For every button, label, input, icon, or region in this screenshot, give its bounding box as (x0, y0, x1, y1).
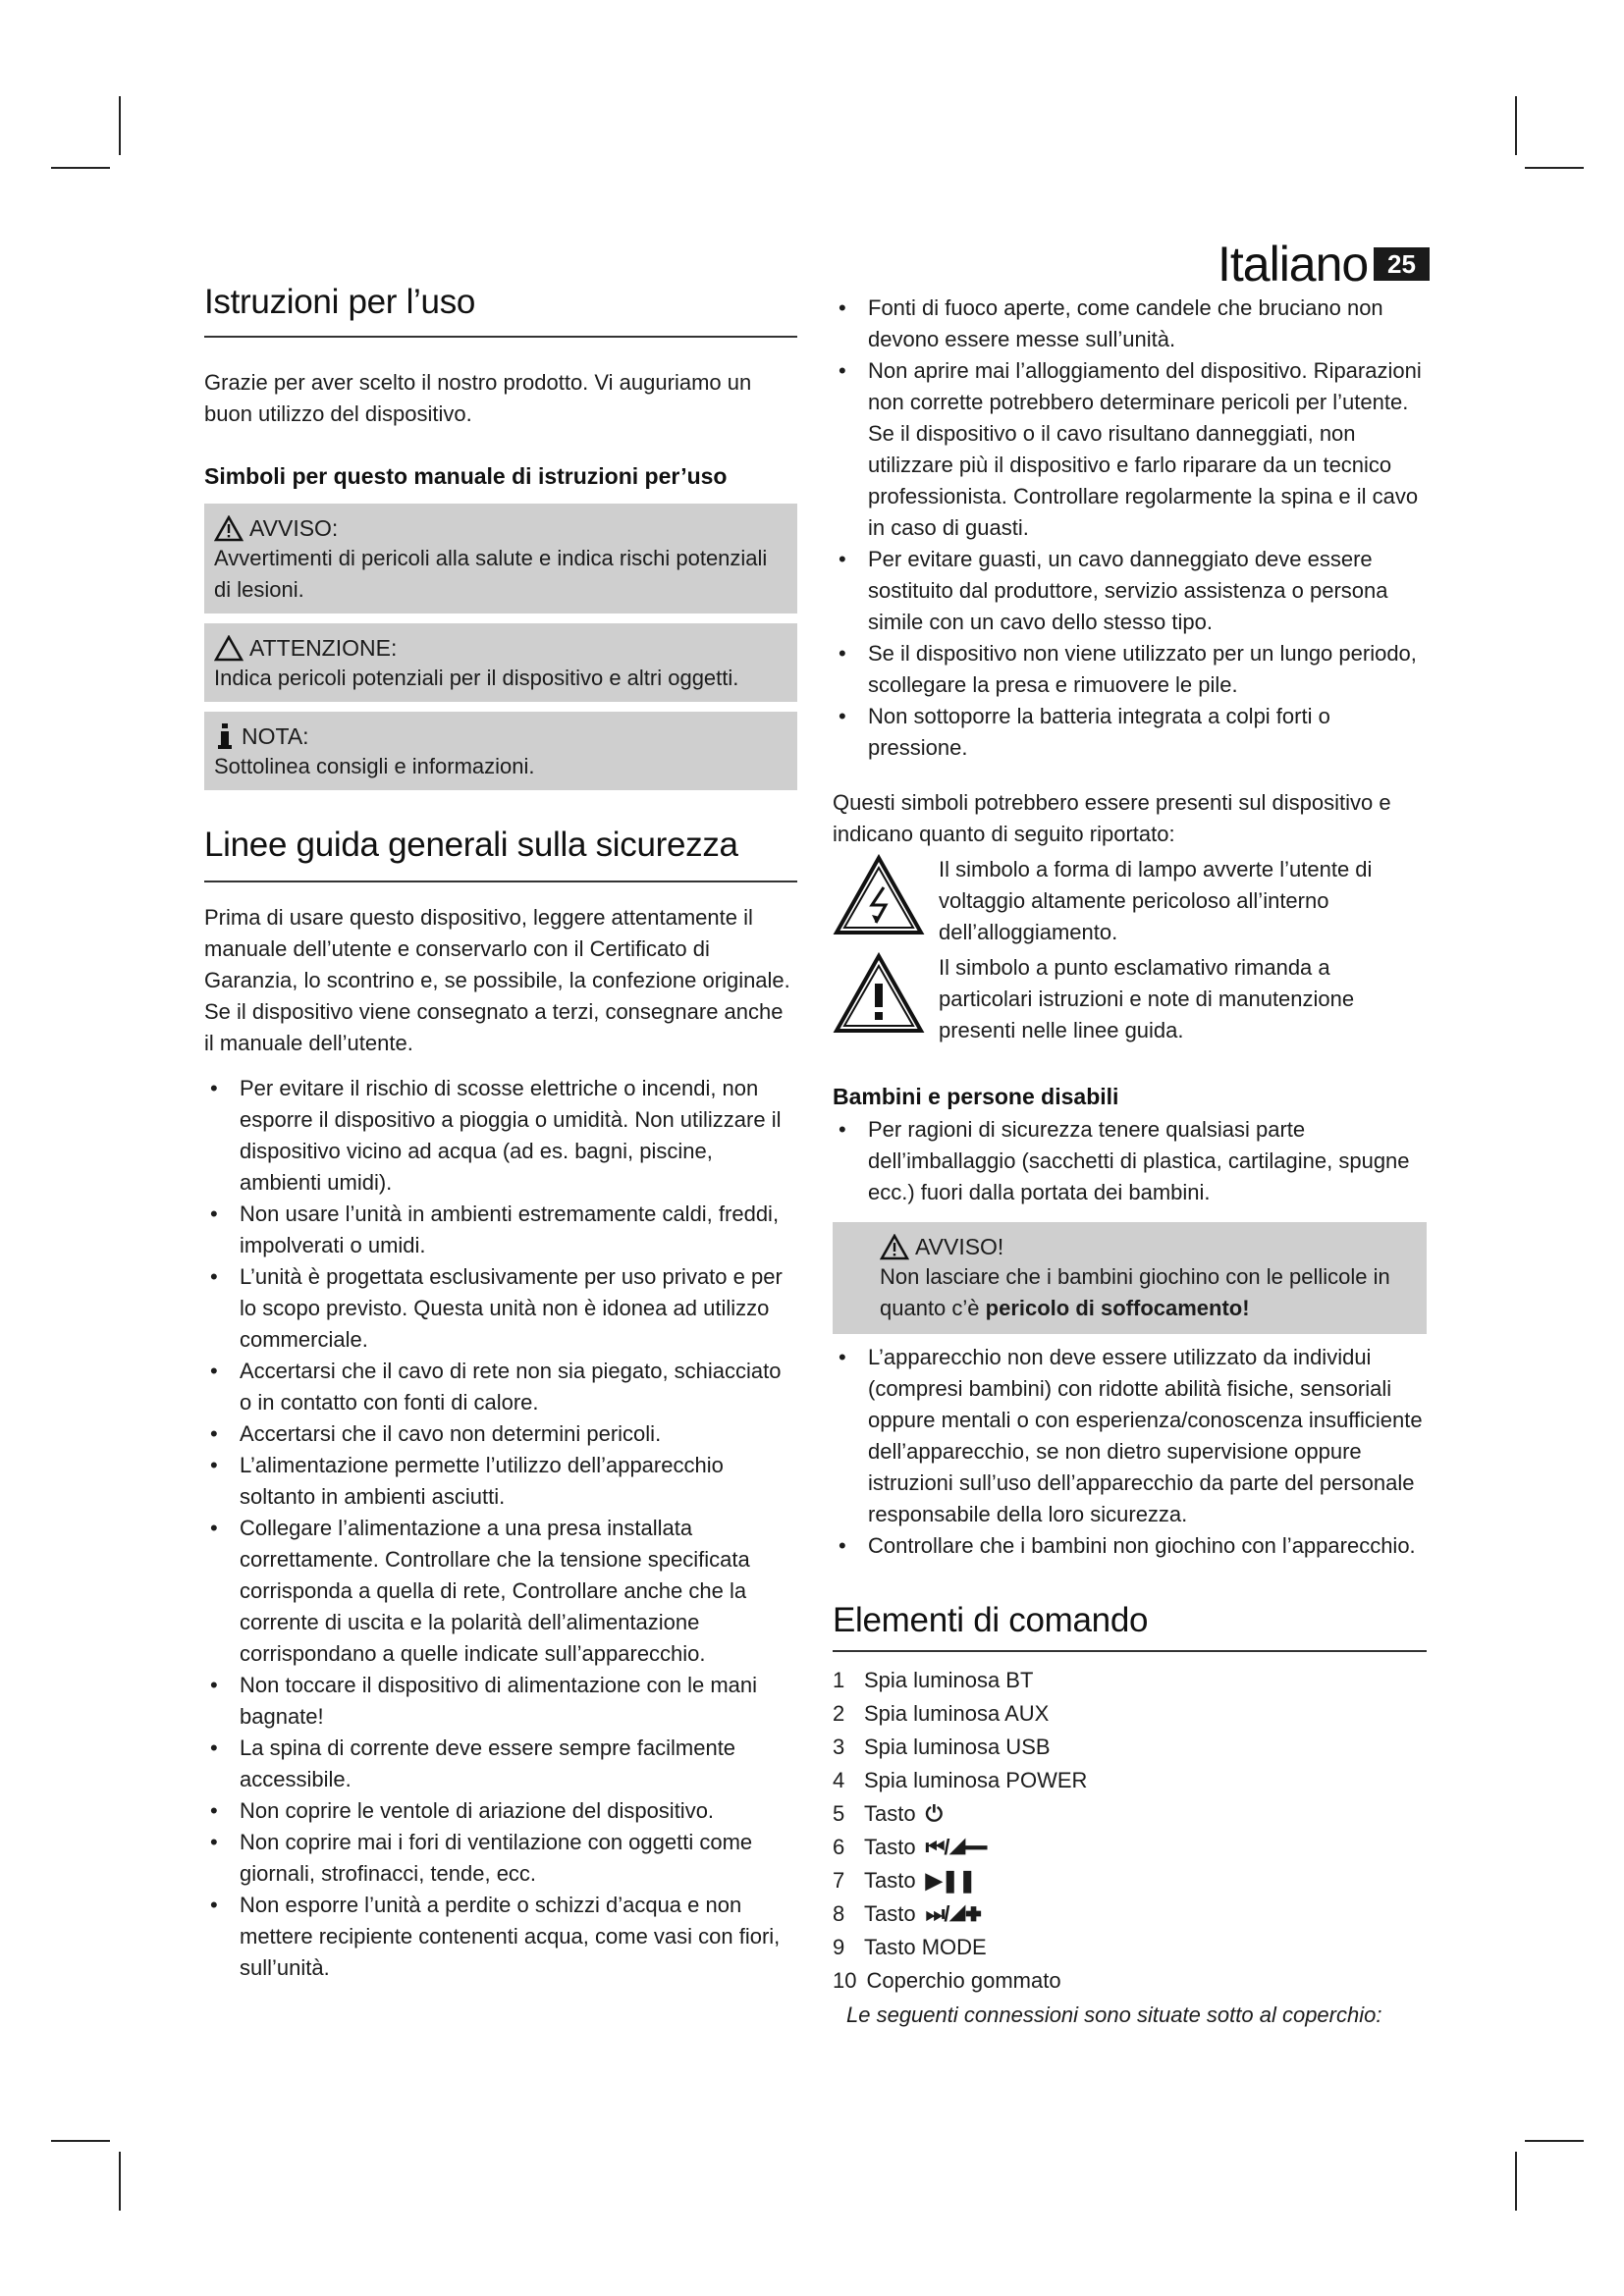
play-pause-icon: ▶❚❚ (925, 1868, 976, 1893)
list-item: • Fonti di fuoco aperte, come candele che bruciano non devono essere messe sull’unità. (833, 293, 1427, 355)
control-item: 7 Tasto ▶❚❚ (833, 1864, 1427, 1897)
left-column (204, 283, 797, 1984)
notice-text: Avvertimenti di pericoli alla salute e indica rischi potenziali di lesioni. (214, 546, 768, 602)
list-item: • L’alimentazione permette l’utilizzo dell’apparecchio soltanto in ambienti asciutti. (204, 1450, 797, 1513)
crop-mark (1525, 2140, 1584, 2142)
notice-title: AVVISO! (915, 1234, 1004, 1259)
list-item: • Non aprire mai l’alloggiamento del dispositivo. Riparazioni non corrette potrebbero determinare pericoli per l’utente. Se il dispositivo o il cavo risultano danneggiati, non utilizzare più il dispositivo e farlo riparare da un tecnico professionista. Controllare regolarmente la spina e il cavo in caso di guasti. (833, 355, 1427, 544)
notice-text: Sottolinea consigli e informazioni. (214, 754, 535, 778)
notice-title: ATTENZIONE: (249, 635, 398, 661)
crop-mark (51, 167, 110, 169)
crop-mark (119, 96, 121, 155)
power-icon: ⏻ (925, 1801, 942, 1826)
list-item: • La spina di corrente deve essere sempre facilmente accessibile. (204, 1733, 797, 1795)
controls-list (833, 1664, 1427, 1998)
control-item: 8 Tasto ⏭/◢✚ (833, 1897, 1427, 1931)
control-item: 9 Tasto MODE (833, 1935, 987, 1959)
crop-mark (51, 2140, 110, 2142)
intro-paragraph: Grazie per aver scelto il nostro prodotto. Vi auguriamo un buon utilizzo del dispositivo. (204, 370, 752, 426)
lightning-symbol-text: Il simbolo a forma di lampo avverte l’utente di voltaggio altamente pericoloso all’interno dell’alloggiamento. (939, 857, 1373, 944)
next-volume-up-icon: ⏭/◢✚ (925, 1901, 981, 1926)
list-item: • Accertarsi che il cavo non determini pericoli. (204, 1418, 797, 1450)
list-item: • Non usare l’unità in ambienti estremamente caldi, freddi, impolverati o umidi. (204, 1199, 797, 1261)
control-item: 6 Tasto ⏮/◢━ (833, 1831, 1427, 1864)
list-item: • L’unità è progettata esclusivamente per uso privato e per lo scopo previsto. Questa unità non è idonea ad utilizzo commerciale. (204, 1261, 797, 1356)
kids-bullets (833, 1114, 1427, 1208)
control-item: 3 Spia luminosa USB (833, 1735, 1051, 1759)
notice-avviso (204, 504, 797, 614)
list-item: • Per evitare guasti, un cavo danneggiato deve essere sostituito dal produttore, servizio assistenza o persona simile con un cavo dello stesso tipo. (833, 544, 1427, 638)
exclamation-warning-icon (833, 952, 925, 1035)
safety-bullets-continued (833, 293, 1427, 764)
symbols-intro: Questi simboli potrebbero essere presenti sul dispositivo e indicano quanto di seguito riportato: (833, 790, 1391, 846)
control-item: 5 Tasto ⏻ (833, 1797, 1427, 1831)
control-item: 2 Spia luminosa AUX (833, 1701, 1050, 1726)
crop-mark (119, 2152, 121, 2211)
language-header: Italiano (1218, 237, 1369, 292)
notice-nota (204, 712, 797, 790)
notice-text: Non lasciare che i bambini giochino con le pellicole in quanto c’è pericolo di soffocamento! (880, 1264, 1390, 1320)
notice-title: NOTA: (242, 723, 309, 749)
notice-text: Indica pericoli potenziali per il dispositivo e altri oggetti. (214, 666, 739, 690)
connections-note: Le seguenti connessioni sono situate sotto al coperchio: (846, 2002, 1382, 2027)
list-item: • Non esporre l’unità a perdite o schizzi d’acqua e non mettere recipiente contenenti acqua, come vasi con fiori, sull’unità. (204, 1890, 797, 1984)
safety-section (204, 826, 797, 1984)
safety-bullets (204, 1073, 797, 1984)
lightning-warning-icon (833, 854, 925, 936)
kids-heading: Bambini e persone disabili (833, 1084, 1119, 1109)
exclaim-symbol-text: Il simbolo a punto esclamativo rimanda a particolari istruzioni e note di manutenzione presenti nelle linee guida. (939, 955, 1355, 1042)
crop-mark (1515, 96, 1517, 155)
list-item: • Non coprire mai i fori di ventilazione con oggetti come giornali, strofinacci, tende, ecc. (204, 1827, 797, 1890)
notice-title: AVVISO: (249, 515, 339, 541)
caution-triangle-icon (214, 635, 244, 662)
list-item: • Accertarsi che il cavo di rete non sia piegato, schiacciato o in contatto con fonti di calore. (204, 1356, 797, 1418)
list-item: • Collegare l’alimentazione a una presa installata correttamente. Controllare che la tensione specificata corrisponda a quella di rete, Controllare anche che la corrente di uscita e la polarità dell’alimentazione corrispondano a quelle indicate sull’apparecchio. (204, 1513, 797, 1670)
warning-triangle-icon (214, 515, 244, 542)
kids-bullets-2 (833, 1342, 1427, 1562)
warning-triangle-icon (880, 1234, 909, 1260)
exclaim-symbol-row (833, 952, 1427, 1046)
list-item: • L’apparecchio non deve essere utilizzato da individui (compresi bambini) con ridotte abilità fisiche, sensoriali oppure mentali o con esperienza/conoscenza insufficiente dell’apparecchio, se non dietro supervisione oppure istruzioni sull’uso dell’apparecchio da parte del personale responsabile della loro sicurezza. (833, 1342, 1427, 1530)
notice-emphasis: pericolo di soffocamento! (985, 1296, 1250, 1320)
list-item: • Non sottoporre la batteria integrata a colpi forti o pressione. (833, 701, 1427, 764)
notice-kids-avviso (833, 1222, 1427, 1334)
list-item: • Non coprire le ventole di ariazione del dispositivo. (204, 1795, 797, 1827)
info-icon (214, 721, 236, 751)
crop-mark (1515, 2152, 1517, 2211)
page-number: 25 (1374, 247, 1430, 281)
list-item: • Per evitare il rischio di scosse elettriche o incendi, non esporre il dispositivo a pioggia o umidità. Non utilizzare il dispositivo vicino ad acqua (ad es. bagni, piscine, ambienti umidi). (204, 1073, 797, 1199)
notice-attenzione (204, 623, 797, 702)
list-item: • Se il dispositivo non viene utilizzato per un lungo periodo, scollegare la presa e rimuovere le pile. (833, 638, 1427, 701)
control-item: 4 Spia luminosa POWER (833, 1768, 1088, 1792)
controls-section (833, 1601, 1427, 2031)
list-item: • Controllare che i bambini non giochino con l’apparecchio. (833, 1530, 1427, 1562)
lightning-symbol-row (833, 854, 1427, 948)
right-column (833, 293, 1427, 2031)
previous-volume-down-icon: ⏮/◢━ (925, 1835, 987, 1859)
list-item: • Non toccare il dispositivo di alimentazione con le mani bagnate! (204, 1670, 797, 1733)
list-item: • Per ragioni di sicurezza tenere qualsiasi parte dell’imballaggio (sacchetti di plastica, cartilagine, spugne ecc.) fuori dalla portata dei bambini. (833, 1114, 1427, 1208)
section-title-controls: Elementi di comando (833, 1601, 1427, 1652)
crop-mark (1525, 167, 1584, 169)
section-title-safety: Linee guida generali sulla sicurezza (204, 826, 797, 882)
section-title-instructions: Istruzioni per l’uso (204, 283, 797, 338)
symbols-heading: Simboli per questo manuale di istruzioni per’uso (204, 463, 728, 489)
safety-lead: Prima di usare questo dispositivo, leggere attentamente il manuale dell’utente e conservarlo con il Certificato di Garanzia, lo scontrino e, se possibile, la confezione originale. Se il dispositivo viene consegnato a terzi, consegnare anche il manuale dell’utente. (204, 905, 790, 1055)
control-item: 10 Coperchio gommato (833, 1968, 1061, 1993)
control-item: 1 Spia luminosa BT (833, 1668, 1034, 1692)
